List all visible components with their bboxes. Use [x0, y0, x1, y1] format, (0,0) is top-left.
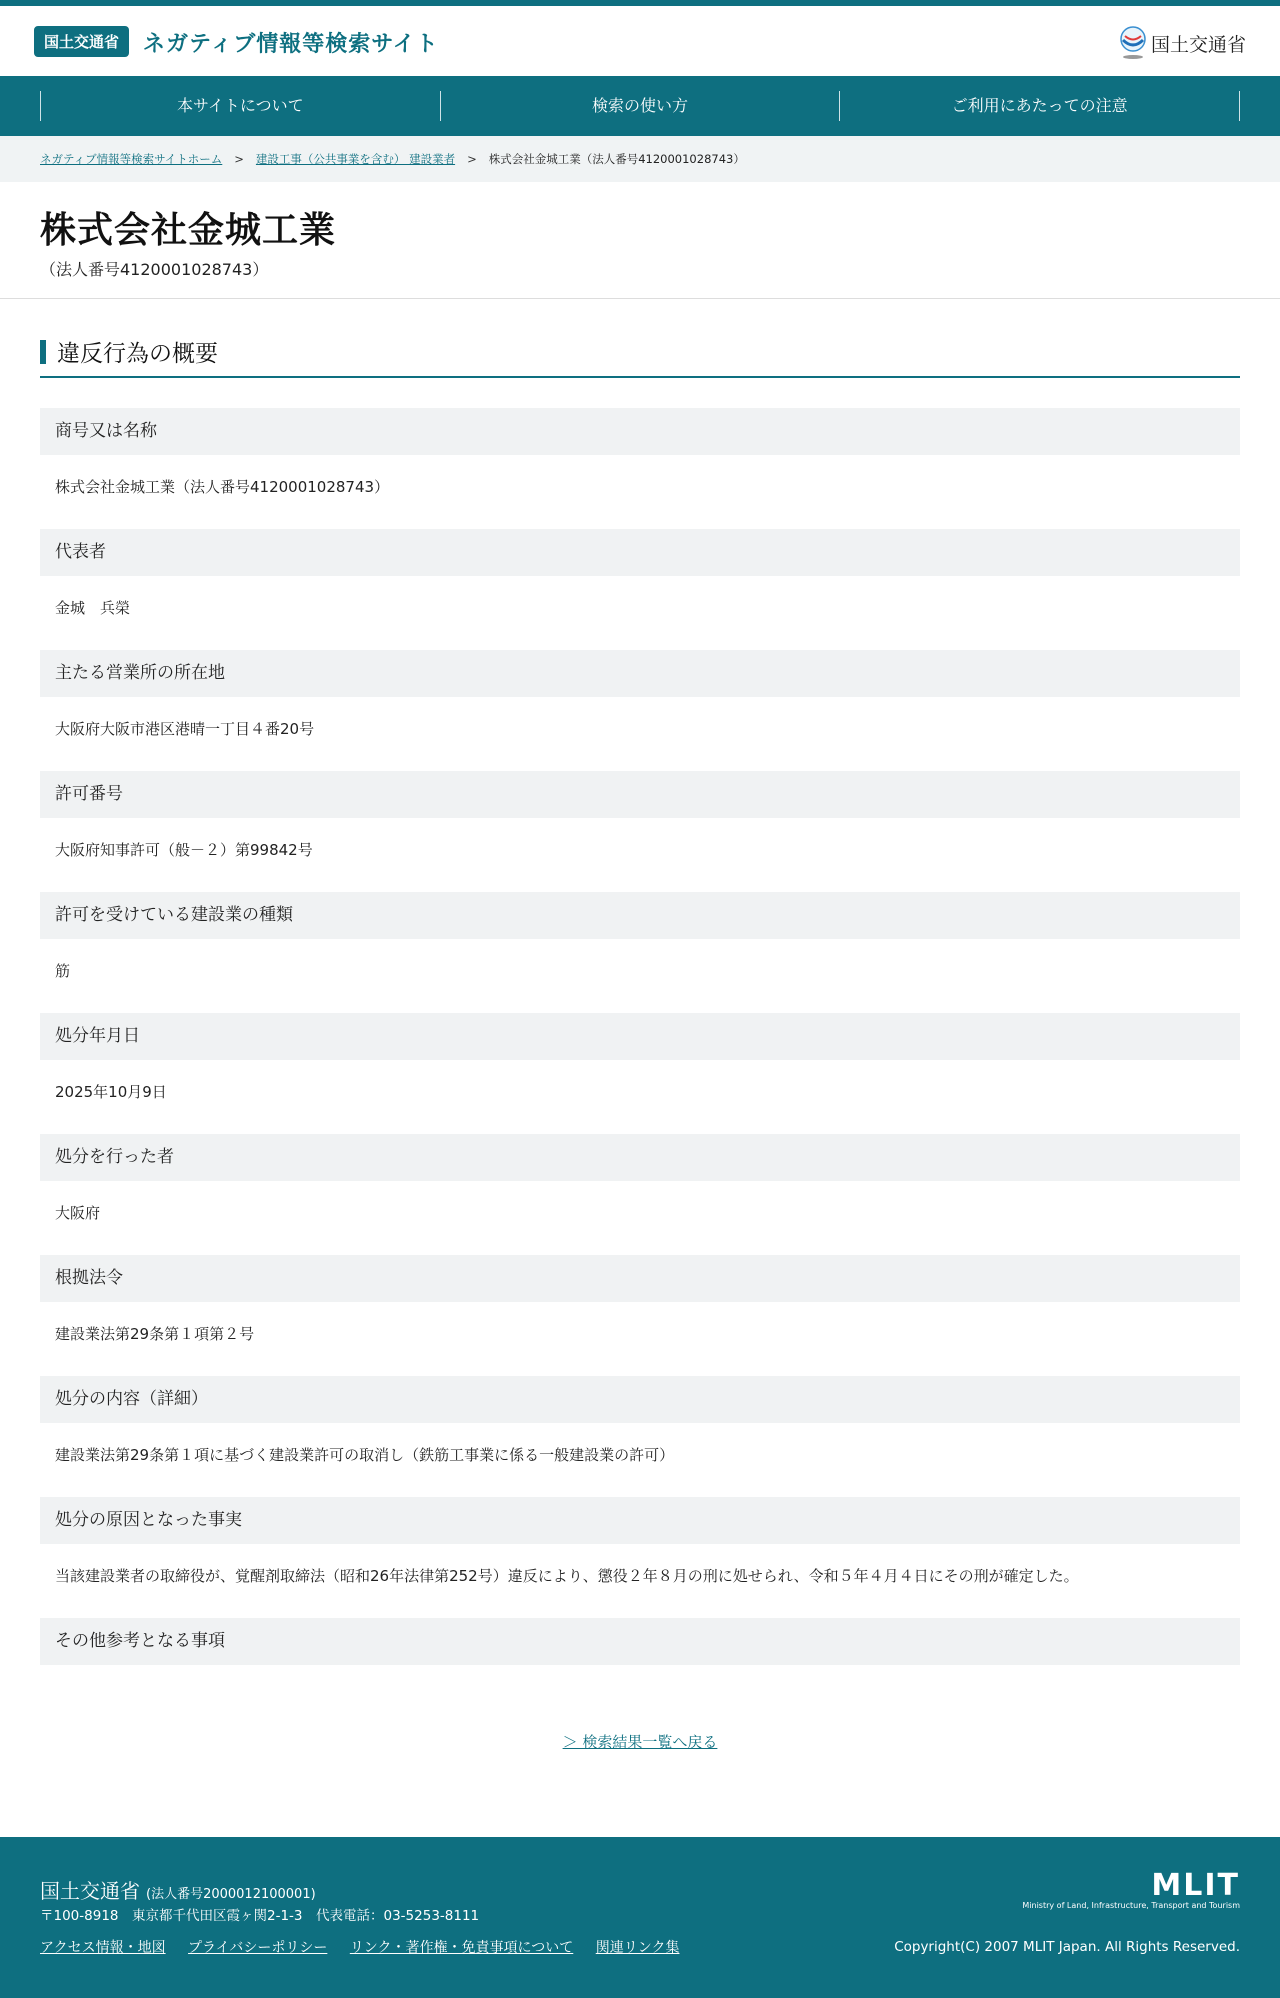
row-label: 根拠法令: [40, 1255, 1240, 1302]
breadcrumb-category-link[interactable]: 建設工事（公共事業を含む） 建設業者: [255, 152, 456, 166]
breadcrumb-separator: >: [234, 152, 244, 166]
company-heading: [0, 182, 1280, 299]
footer-org-name: 国土交通省: [40, 1879, 140, 1903]
row-value: 当該建設業者の取締役が、覚醒剤取締法（昭和26年法律第252号）違反により、懲役２年８月の刑に処せられ、令和５年４月４日にその刑が確定した。: [55, 1567, 1079, 1585]
breadcrumb-separator: >: [467, 152, 477, 166]
back-to-results-link[interactable]: ＞ 検索結果一覧へ戻る: [562, 1733, 718, 1751]
mlit-tagline: Ministry of Land, Infrastructure, Transport and Tourism: [1022, 1901, 1240, 1910]
row-label: 処分の内容（詳細）: [40, 1376, 1240, 1423]
mlit-logo: [1022, 1868, 1240, 1910]
nav-how-to-search[interactable]: 検索の使い方: [440, 91, 840, 121]
heading-bar: [40, 340, 46, 364]
section-heading: [40, 335, 1240, 378]
row-label: 代表者: [40, 529, 1240, 576]
row-label: 商号又は名称: [40, 408, 1240, 455]
back-link-wrap: [40, 1731, 1240, 1752]
row-value: 大阪府知事許可（般－２）第99842号: [55, 841, 313, 859]
row-label: 主たる営業所の所在地: [40, 650, 1240, 697]
footer-link-privacy[interactable]: プライバシーポリシー: [188, 1940, 328, 1956]
site-footer: [0, 1837, 1280, 1998]
footer-address: 〒100-8918 東京都千代田区霞ヶ関2-1-3 代表電話：03-5253-8111: [40, 1908, 480, 1924]
row-value: 建設業法第29条第１項に基づく建設業許可の取消し（鉄筋工事業に係る一般建設業の許可）: [55, 1446, 675, 1464]
row-value: 大阪府大阪市港区港晴一丁目４番20号: [55, 720, 315, 738]
footer-org: [40, 1875, 316, 1904]
footer-link-access[interactable]: アクセス情報・地図: [40, 1940, 166, 1956]
row-label: 許可を受けている建設業の種類: [40, 892, 1240, 939]
detail-rows: [40, 408, 1240, 1665]
corporate-number: （法人番号4120001028743）: [40, 260, 269, 279]
logo-text: 国土交通省: [1150, 33, 1246, 56]
footer-link-copyright[interactable]: リンク・著作権・免責事項について: [349, 1940, 574, 1956]
copyright: Copyright(C) 2007 MLIT Japan. All Rights Reserved.: [894, 1939, 1240, 1955]
row-value: 筋: [55, 962, 71, 980]
mlit-logo-text: MLIT: [1151, 1868, 1240, 1903]
global-nav: [0, 76, 1280, 136]
page-title: 株式会社金城工業: [40, 210, 337, 251]
footer-links: [40, 1937, 697, 1957]
row-label: 処分を行った者: [40, 1134, 1240, 1181]
breadcrumb-home-link[interactable]: ネガティブ情報等検索サイトホーム: [40, 152, 223, 166]
footer-link-related[interactable]: 関連リンク集: [595, 1940, 680, 1956]
ministry-badge[interactable]: 国土交通省: [34, 26, 129, 57]
row-label: 処分の原因となった事実: [40, 1497, 1240, 1544]
mlit-logo-icon: [1119, 26, 1147, 60]
row-value: 金城 兵榮: [55, 599, 131, 617]
footer-org-number: (法人番号2000012100001): [146, 1887, 316, 1902]
site-title[interactable]: ネガティブ情報等検索サイト: [143, 32, 439, 57]
nav-notes[interactable]: ご利用にあたっての注意: [839, 91, 1240, 121]
ministry-logo[interactable]: [1119, 26, 1246, 60]
row-value: 建設業法第29条第１項第２号: [55, 1325, 255, 1343]
breadcrumb: [0, 136, 1280, 182]
site-header: [0, 6, 1280, 76]
row-value: 2025年10月9日: [55, 1083, 167, 1101]
breadcrumb-current: 株式会社金城工業（法人番号4120001028743）: [488, 152, 745, 166]
row-value: 大阪府: [55, 1204, 101, 1222]
violation-summary: [0, 335, 1280, 1752]
section-title-text: 違反行為の概要: [57, 341, 218, 367]
row-label: 処分年月日: [40, 1013, 1240, 1060]
row-label: 許可番号: [40, 771, 1240, 818]
row-value: 株式会社金城工業（法人番号4120001028743）: [55, 478, 390, 496]
nav-about[interactable]: 本サイトについて: [40, 91, 440, 121]
row-label: その他参考となる事項: [40, 1618, 1240, 1665]
